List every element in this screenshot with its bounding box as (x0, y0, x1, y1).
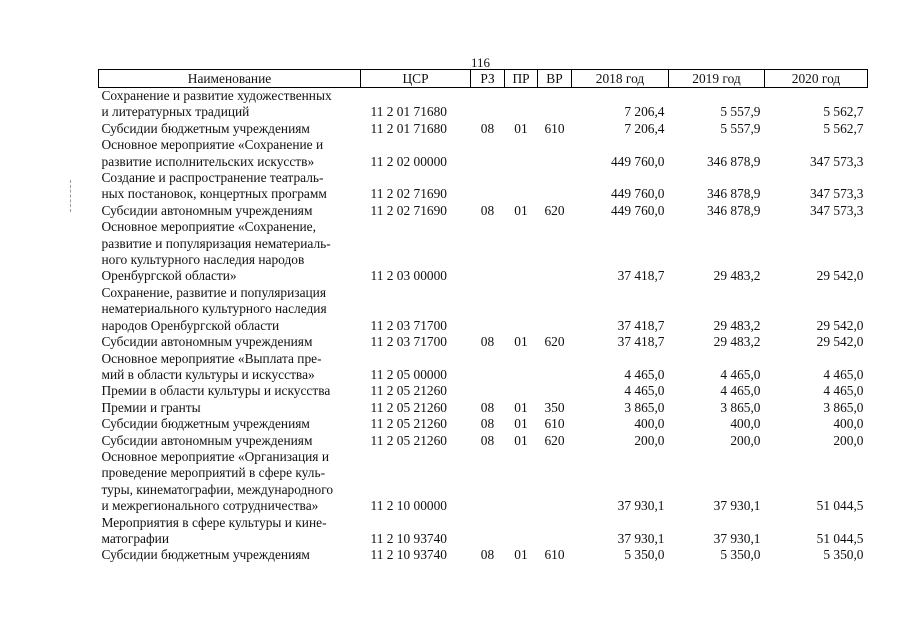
cell-vr (538, 88, 572, 121)
cell-2019: 5 557,9 (720, 104, 761, 120)
cell-csr: 11 2 05 21260 (370, 399, 447, 415)
cell-pr (505, 170, 538, 203)
cell-vr (538, 137, 572, 170)
cell-pr (505, 351, 538, 384)
cell-name: Субсидии бюджетным учреждениям (101, 120, 310, 136)
cell-2020: 347 573,3 (809, 202, 864, 218)
cell-2020: 347 573,3 (809, 186, 864, 202)
cell-vr: 620 (544, 334, 565, 350)
cell-csr: 11 2 10 93740 (370, 530, 447, 546)
header-2018: 2018 год (572, 70, 669, 88)
cell-name: Основное мероприятие «Выплата пре- мий в области культуры и искусства» (101, 350, 322, 382)
header-name: Наименование (99, 70, 361, 88)
cell-vr (538, 515, 572, 548)
cell-2018: 37 418,7 (617, 334, 665, 350)
cell-2019: 4 465,0 (720, 383, 761, 399)
cell-name: Субсидии автономным учреждениям (101, 334, 313, 350)
cell-pr: 01 (514, 432, 528, 448)
cell-pr: 01 (514, 120, 528, 136)
table-row (99, 400, 868, 416)
cell-name: Основное мероприятие «Сохранение и развитие исполнительских искусств» (101, 137, 324, 169)
cell-name: Премии и гранты (101, 399, 201, 415)
cell-2020: 29 542,0 (816, 268, 864, 284)
cell-csr: 11 2 10 93740 (370, 547, 447, 563)
table-row (99, 351, 868, 384)
cell-2018: 449 760,0 (610, 186, 665, 202)
table-row (99, 137, 868, 170)
cell-2018: 37 418,7 (617, 268, 665, 284)
cell-2018: 7 206,4 (624, 120, 665, 136)
table-row (99, 285, 868, 334)
cell-rz (471, 170, 505, 203)
cell-vr (538, 383, 572, 399)
cell-2019: 29 483,2 (713, 317, 761, 333)
table-row (99, 219, 868, 285)
cell-pr (505, 285, 538, 334)
cell-pr (505, 515, 538, 548)
cell-2019: 400,0 (730, 416, 761, 432)
cell-2020: 29 542,0 (816, 334, 864, 350)
cell-csr: 11 2 10 00000 (370, 498, 447, 514)
cell-2019: 5 557,9 (720, 120, 761, 136)
cell-2018: 7 206,4 (624, 104, 665, 120)
cell-2020: 4 465,0 (823, 383, 864, 399)
cell-vr: 610 (544, 547, 565, 563)
cell-name: Мероприятия в сфере культуры и кине- матографии (101, 514, 327, 546)
cell-pr (505, 383, 538, 399)
cell-rz (471, 449, 505, 515)
cell-rz (471, 88, 505, 121)
cell-2020: 29 542,0 (816, 317, 864, 333)
cell-rz (471, 219, 505, 285)
cell-name: Сохранение, развитие и популяризация нематериального культурного наследия народов Оренбургской области (101, 284, 327, 333)
cell-name: Основное мероприятие «Организация и проведение мероприятий в сфере куль- туры, кинематографии, международного и межрегионального сотрудничества» (101, 448, 334, 514)
cell-2018: 37 930,1 (617, 530, 665, 546)
cell-2020: 200,0 (833, 432, 864, 448)
cell-name: Субсидии автономным учреждениям (101, 202, 313, 218)
cell-2019: 37 930,1 (713, 530, 761, 546)
cell-vr: 610 (544, 120, 565, 136)
cell-2019: 346 878,9 (706, 202, 761, 218)
cell-csr: 11 2 02 00000 (370, 153, 447, 169)
page-number: 116 (471, 55, 491, 70)
table-row (99, 515, 868, 548)
cell-2020: 347 573,3 (809, 153, 864, 169)
header-csr: ЦСР (361, 70, 471, 88)
budget-table (98, 69, 868, 564)
cell-rz: 08 (480, 120, 495, 136)
cell-2018: 3 865,0 (624, 399, 665, 415)
margin-mark (70, 180, 72, 212)
cell-pr: 01 (514, 547, 528, 563)
cell-2019: 29 483,2 (713, 334, 761, 350)
cell-vr: 610 (544, 416, 565, 432)
cell-name: Субсидии автономным учреждениям (101, 432, 313, 448)
cell-2018: 37 930,1 (617, 498, 665, 514)
cell-csr: 11 2 03 00000 (370, 268, 447, 284)
table-row (99, 88, 868, 121)
table-row (99, 433, 868, 449)
cell-2018: 4 465,0 (624, 383, 665, 399)
cell-csr: 11 2 05 21260 (370, 383, 447, 399)
cell-rz (471, 515, 505, 548)
cell-rz: 08 (480, 416, 495, 432)
cell-name: Создание и распространение театраль- ных постановок, концертных программ (101, 170, 327, 202)
cell-2019: 346 878,9 (706, 186, 761, 202)
cell-pr (505, 219, 538, 285)
header-vr: ВР (538, 70, 572, 88)
cell-rz: 08 (480, 547, 495, 563)
cell-pr (505, 137, 538, 170)
table-row (99, 416, 868, 432)
cell-vr (538, 219, 572, 285)
table-row (99, 547, 868, 563)
cell-rz (471, 137, 505, 170)
cell-2020: 4 465,0 (823, 366, 864, 382)
cell-csr: 11 2 05 21260 (370, 416, 447, 432)
cell-2019: 37 930,1 (713, 498, 761, 514)
cell-2020: 3 865,0 (823, 399, 864, 415)
cell-2019: 29 483,2 (713, 268, 761, 284)
cell-2018: 449 760,0 (610, 202, 665, 218)
cell-csr: 11 2 01 71680 (370, 104, 447, 120)
table-row (99, 334, 868, 350)
header-2019: 2019 год (669, 70, 765, 88)
header-2020: 2020 год (765, 70, 868, 88)
cell-rz (471, 285, 505, 334)
cell-2020: 51 044,5 (816, 530, 864, 546)
cell-vr (538, 449, 572, 515)
table-row (99, 203, 868, 219)
cell-2020: 5 562,7 (823, 104, 864, 120)
cell-csr: 11 2 01 71680 (370, 120, 447, 136)
cell-csr: 11 2 05 00000 (370, 366, 447, 382)
cell-2018: 5 350,0 (624, 547, 665, 563)
cell-vr (538, 351, 572, 384)
cell-2019: 346 878,9 (706, 153, 761, 169)
cell-pr: 01 (514, 334, 528, 350)
table-body (99, 88, 868, 564)
cell-csr: 11 2 03 71700 (370, 334, 447, 350)
cell-2020: 5 562,7 (823, 120, 864, 136)
cell-rz: 08 (480, 334, 495, 350)
cell-name: Основное мероприятие «Сохранение, развитие и популяризация нематериаль- ного культурного наследия народов Оренбургской области» (101, 219, 331, 284)
table-row (99, 383, 868, 399)
cell-pr: 01 (514, 399, 528, 415)
cell-rz: 08 (480, 399, 495, 415)
table-row (99, 121, 868, 137)
cell-2018: 4 465,0 (624, 366, 665, 382)
cell-pr: 01 (514, 202, 528, 218)
cell-csr: 11 2 03 71700 (370, 317, 447, 333)
cell-vr (538, 170, 572, 203)
cell-vr (538, 285, 572, 334)
cell-2018: 37 418,7 (617, 317, 665, 333)
cell-2020: 51 044,5 (816, 498, 864, 514)
cell-pr (505, 88, 538, 121)
cell-rz: 08 (480, 202, 495, 218)
cell-csr: 11 2 02 71690 (370, 186, 447, 202)
cell-csr: 11 2 02 71690 (370, 202, 447, 218)
table-row (99, 170, 868, 203)
table-header-row (99, 70, 868, 88)
cell-2019: 3 865,0 (720, 399, 761, 415)
cell-csr: 11 2 05 21260 (370, 432, 447, 448)
cell-2020: 5 350,0 (823, 547, 864, 563)
cell-2019: 200,0 (730, 432, 761, 448)
cell-2019: 5 350,0 (720, 547, 761, 563)
table-row (99, 449, 868, 515)
cell-name: Субсидии бюджетным учреждениям (101, 416, 310, 432)
cell-pr: 01 (514, 416, 528, 432)
cell-name: Сохранение и развитие художественных и литературных традиций (101, 88, 332, 120)
cell-rz: 08 (480, 432, 495, 448)
cell-vr: 620 (544, 202, 565, 218)
cell-2019: 4 465,0 (720, 366, 761, 382)
cell-2018: 449 760,0 (610, 153, 665, 169)
cell-2018: 400,0 (634, 416, 665, 432)
cell-name: Субсидии бюджетным учреждениям (101, 547, 310, 563)
header-pr: ПР (505, 70, 538, 88)
cell-pr (505, 449, 538, 515)
cell-name: Премии в области культуры и искусства (101, 383, 331, 399)
cell-vr: 620 (544, 432, 565, 448)
cell-2018: 200,0 (634, 432, 665, 448)
cell-rz (471, 383, 505, 399)
header-rz: РЗ (471, 70, 505, 88)
cell-vr: 350 (544, 399, 565, 415)
cell-rz (471, 351, 505, 384)
cell-2020: 400,0 (833, 416, 864, 432)
